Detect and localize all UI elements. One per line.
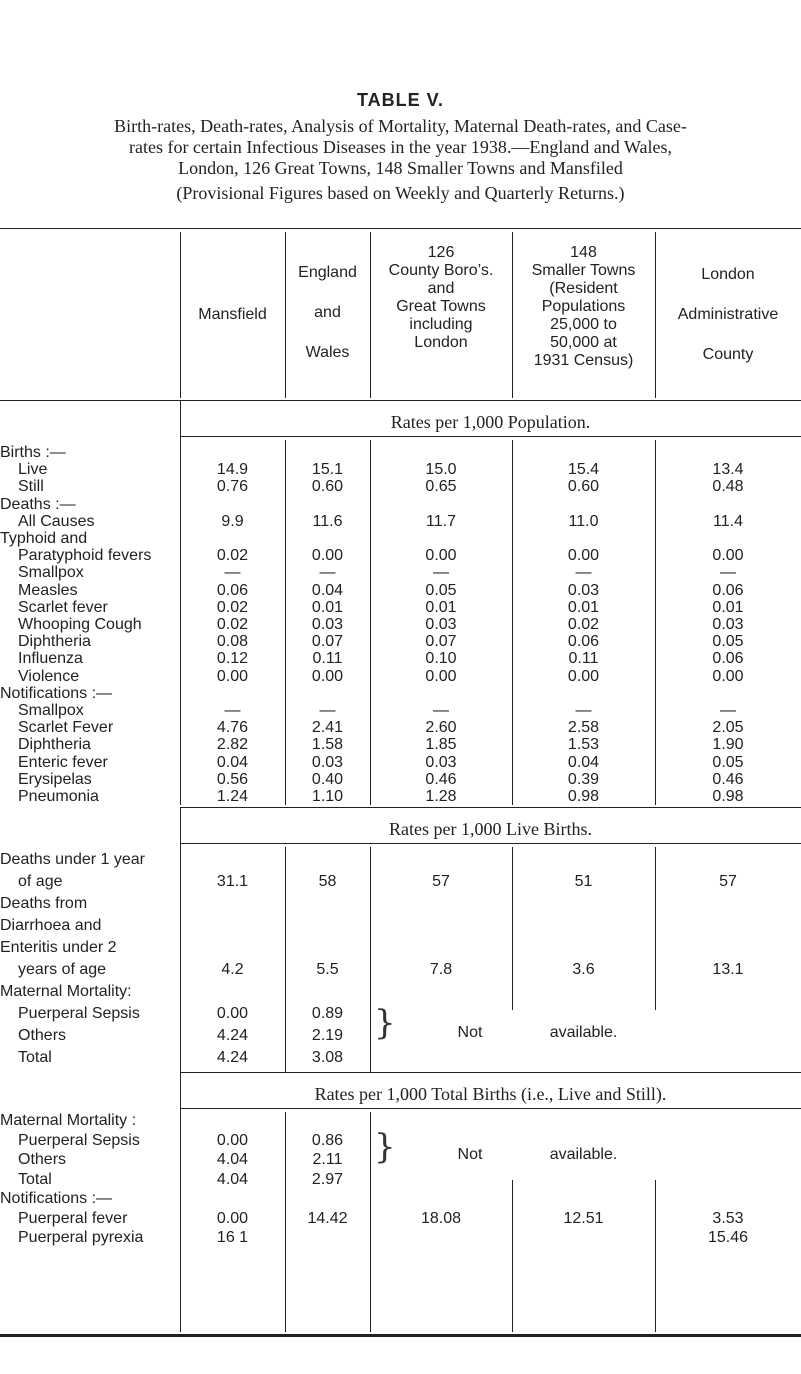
row-label: Scarlet Fever bbox=[18, 719, 114, 737]
table-cell: 0.89 bbox=[311, 1005, 344, 1022]
col-head-line: Populations bbox=[541, 298, 626, 315]
table-cell: 0.00 bbox=[712, 667, 744, 685]
table-cell: 11.0 bbox=[568, 512, 599, 530]
row-label: Total bbox=[18, 1170, 52, 1188]
table-cell: 0.86 bbox=[311, 1131, 344, 1149]
rule-top bbox=[0, 228, 801, 229]
table-cell: 0.00 bbox=[216, 667, 249, 685]
band-total-births bbox=[180, 1084, 801, 1105]
table-cell: 1.24 bbox=[216, 788, 249, 805]
band-live-births: Rates per 1,000 Live Births. bbox=[389, 819, 592, 839]
table-cell: 1.53 bbox=[567, 736, 600, 754]
table-cell: 3.53 bbox=[712, 1209, 744, 1227]
table-cell: 0.02 bbox=[567, 616, 600, 633]
table-cell: 1.58 bbox=[311, 736, 344, 754]
table-cell: 15.1 bbox=[311, 461, 344, 479]
col-head-line: 148 bbox=[570, 244, 597, 261]
col-head-mansfield bbox=[180, 306, 285, 324]
table-title: TABLE V. bbox=[356, 90, 444, 110]
table-cell: 1.10 bbox=[311, 788, 344, 805]
label-divider bbox=[180, 1072, 181, 1332]
table-cell: 0.48 bbox=[712, 478, 744, 496]
subtitle-line: Birth-rates, Death-rates, Analysis of Mortality, Maternal Death-rates, and Case- bbox=[114, 116, 687, 136]
table-cell: — bbox=[720, 702, 736, 719]
table-cell: 0.03 bbox=[311, 616, 344, 633]
col-head-line: 50,000 at bbox=[550, 334, 617, 351]
table-cell: 16 1 bbox=[216, 1229, 249, 1246]
row-label: Puerperal pyrexia bbox=[18, 1229, 144, 1246]
table-cell: — bbox=[575, 702, 592, 719]
table-cell: 0.05 bbox=[712, 633, 744, 651]
table-cell: 0.56 bbox=[216, 770, 249, 788]
table-cell: 0.06 bbox=[712, 581, 744, 599]
table-cell: 1.85 bbox=[425, 736, 457, 754]
table-cell: 13.1 bbox=[712, 961, 744, 978]
table-cell: 0.04 bbox=[567, 753, 600, 771]
not-label: Not bbox=[457, 1146, 483, 1163]
col-head-line: Smaller Towns bbox=[531, 262, 636, 279]
table-cell: 2.19 bbox=[311, 1027, 344, 1044]
table-cell: 0.07 bbox=[425, 633, 457, 651]
table-cell: 0.01 bbox=[425, 598, 457, 616]
table-cell: 2.41 bbox=[311, 719, 344, 737]
table-cell: — bbox=[720, 564, 736, 582]
table-cell: 0.01 bbox=[712, 598, 744, 616]
table-cell: 0.98 bbox=[712, 788, 744, 805]
available-label: available. bbox=[549, 1146, 618, 1163]
col-head-england bbox=[285, 264, 370, 362]
table-cell: 12.51 bbox=[563, 1209, 604, 1227]
band-population: Rates per 1,000 Population. bbox=[390, 412, 591, 432]
table-cell: 3.6 bbox=[572, 961, 595, 978]
table-cell: 18.08 bbox=[420, 1209, 462, 1227]
row-label: Violence bbox=[18, 667, 80, 685]
table-cell: — bbox=[224, 702, 241, 719]
row-label: Enteritis under 2 bbox=[0, 939, 117, 956]
row-label: Births :— bbox=[0, 444, 66, 461]
table-cell: 15.0 bbox=[425, 461, 457, 479]
row-label: Still bbox=[18, 478, 44, 496]
table-cell: 0.05 bbox=[425, 581, 457, 599]
table-cell: 0.03 bbox=[567, 581, 600, 599]
table-cell: 4.2 bbox=[221, 961, 244, 978]
row-label: Deaths from bbox=[0, 895, 88, 912]
table-cell: 0.03 bbox=[311, 753, 344, 771]
table-cell: 0.00 bbox=[216, 1131, 249, 1149]
row-label: of age bbox=[18, 873, 63, 890]
table-cell: 0.65 bbox=[425, 478, 457, 496]
table-note: (Provisional Figures based on Weekly and Quarterly Returns.) bbox=[176, 183, 625, 203]
table-cell: 4.76 bbox=[216, 719, 249, 737]
table-cell: 3.08 bbox=[311, 1049, 344, 1066]
table-cell: 2.82 bbox=[216, 736, 249, 754]
rule-section bbox=[180, 807, 801, 808]
table-cell: 0.04 bbox=[311, 581, 344, 599]
col-divider bbox=[655, 1180, 656, 1332]
col-head-line: London bbox=[701, 266, 755, 283]
col-head-line: Mansfield bbox=[198, 306, 267, 323]
row-label: Measles bbox=[18, 581, 78, 599]
col-head-smaller-towns bbox=[512, 244, 655, 370]
table-cell: 1.90 bbox=[712, 736, 744, 754]
row-label: Puerperal Sepsis bbox=[18, 1005, 140, 1022]
row-label: Others bbox=[18, 1151, 67, 1168]
table-cell: 0.00 bbox=[216, 1005, 249, 1022]
rule-band bbox=[180, 1108, 801, 1109]
table-cell: — bbox=[433, 702, 449, 719]
row-label: Diphtheria bbox=[18, 736, 91, 754]
table-cell: 14.9 bbox=[216, 461, 249, 479]
not-label: Not bbox=[457, 1024, 483, 1041]
table-cell: 0.11 bbox=[312, 650, 343, 668]
table-cell: 0.08 bbox=[216, 633, 249, 651]
table-cell: 2.11 bbox=[312, 1151, 343, 1168]
col-head-line: England bbox=[298, 264, 357, 281]
table-cell: 11.4 bbox=[713, 512, 743, 530]
table-cell: 0.10 bbox=[425, 650, 457, 668]
row-label: Diarrhoea and bbox=[0, 917, 102, 934]
table-cell: 0.05 bbox=[712, 753, 744, 771]
table-cell: 4.24 bbox=[216, 1049, 249, 1066]
table-cell: 0.60 bbox=[567, 478, 600, 496]
table-cell: 7.8 bbox=[429, 961, 453, 978]
table-cell: 0.06 bbox=[216, 581, 249, 599]
table-cell: 0.07 bbox=[311, 633, 344, 651]
col-head-line: Wales bbox=[305, 344, 350, 361]
table-cell: 2.60 bbox=[425, 719, 457, 737]
row-label: years of age bbox=[18, 961, 107, 978]
table-cell: 0.00 bbox=[567, 547, 600, 565]
table-cell: 0.00 bbox=[216, 1209, 249, 1227]
row-label: Influenza bbox=[18, 650, 83, 668]
col-head-line: 25,000 to bbox=[550, 316, 617, 333]
row-label: Deaths under 1 year bbox=[0, 851, 145, 868]
col-head-line: Administrative bbox=[677, 306, 779, 323]
row-label: Pneumonia bbox=[18, 788, 99, 805]
table-cell: 0.00 bbox=[311, 547, 344, 565]
subtitle-line: London, 126 Great Towns, 148 Smaller Towns and Mansfiled bbox=[178, 158, 623, 178]
rule-section bbox=[180, 1072, 801, 1073]
col-head-line: Great Towns bbox=[396, 298, 486, 315]
table-cell: 0.02 bbox=[216, 616, 249, 633]
row-label: Deaths :— bbox=[0, 495, 76, 513]
table-cell: 0.03 bbox=[425, 616, 457, 633]
row-label: Smallpox bbox=[18, 702, 84, 719]
table-cell: 0.04 bbox=[216, 753, 249, 771]
table-cell: 0.39 bbox=[567, 770, 600, 788]
col-divider bbox=[512, 1180, 513, 1332]
table-cell: 4.04 bbox=[216, 1151, 249, 1168]
table-cell: 0.06 bbox=[567, 633, 600, 651]
row-label: Maternal Mortality: bbox=[0, 983, 132, 1000]
col-head-line: 1931 Census) bbox=[533, 352, 634, 369]
table-cell: 13.4 bbox=[712, 461, 744, 479]
row-label: Notifications :— bbox=[0, 1190, 113, 1207]
table-cell: 0.40 bbox=[311, 770, 344, 788]
table-cell: 1.28 bbox=[425, 788, 457, 805]
col-head-line: County bbox=[702, 346, 754, 363]
table-cell: 0.06 bbox=[712, 650, 744, 668]
col-head-line: including bbox=[409, 316, 473, 333]
brace: } bbox=[374, 1003, 396, 1043]
table-cell: 0.00 bbox=[712, 547, 744, 565]
table-cell: 0.02 bbox=[216, 547, 249, 565]
col-head-line: London bbox=[414, 334, 468, 351]
col-head-line: 126 bbox=[427, 244, 455, 261]
table-cell: — bbox=[319, 564, 336, 582]
table-cell: 0.00 bbox=[567, 667, 600, 685]
band-total-births-text: Rates per 1,000 Total Births (i.e., Live and Still). bbox=[314, 1084, 667, 1104]
row-label: Total bbox=[18, 1049, 52, 1066]
col-head-line: and bbox=[314, 304, 341, 321]
brace: } bbox=[374, 1127, 396, 1167]
col-divider bbox=[512, 847, 513, 1010]
row-label: Enteric fever bbox=[18, 753, 108, 771]
table-cell: — bbox=[224, 564, 241, 582]
table-cell: 5.5 bbox=[316, 961, 339, 978]
table-cell: 0.46 bbox=[712, 770, 744, 788]
table-cell: 0.12 bbox=[216, 650, 249, 668]
row-label: Erysipelas bbox=[18, 770, 92, 788]
available-label: available. bbox=[549, 1024, 618, 1041]
table-cell: 4.04 bbox=[216, 1170, 249, 1188]
rule-band bbox=[180, 843, 801, 844]
table-cell: 57 bbox=[432, 873, 450, 890]
table-cell: 2.97 bbox=[311, 1170, 344, 1188]
table-cell: 2.05 bbox=[712, 719, 744, 737]
rule-band bbox=[180, 436, 801, 437]
row-label: Others bbox=[18, 1027, 67, 1044]
table-cell: 0.00 bbox=[311, 667, 344, 685]
row-label: Paratyphoid fevers bbox=[18, 547, 152, 565]
table-cell: 0.01 bbox=[567, 598, 600, 616]
table-cell: 0.02 bbox=[216, 598, 249, 616]
row-label: Live bbox=[18, 461, 48, 479]
table-cell: 0.01 bbox=[311, 598, 344, 616]
table-cell: 31.1 bbox=[216, 873, 249, 890]
row-label: Notifications :— bbox=[0, 684, 113, 702]
row-label: Whooping Cough bbox=[18, 616, 142, 633]
row-label: Diphtheria bbox=[18, 633, 91, 651]
col-divider bbox=[655, 847, 656, 1010]
subtitle-line: rates for certain Infectious Diseases in the year 1938.—England and Wales, bbox=[128, 137, 673, 157]
table-cell: 0.00 bbox=[425, 547, 457, 565]
row-label: Smallpox bbox=[18, 564, 84, 582]
table-cell: 4.24 bbox=[216, 1027, 249, 1044]
row-label: Scarlet fever bbox=[18, 598, 108, 616]
table-cell: 15.46 bbox=[707, 1229, 749, 1246]
table-cell: 11.7 bbox=[426, 512, 456, 530]
table-cell: 9.9 bbox=[221, 512, 244, 530]
rule-header-bottom bbox=[0, 400, 801, 401]
col-head-london bbox=[655, 266, 801, 364]
table-cell: 15.4 bbox=[567, 461, 600, 479]
table-cell: 0.60 bbox=[311, 478, 344, 496]
table-cell: 0.76 bbox=[216, 478, 249, 496]
table-cell: 58 bbox=[318, 873, 337, 890]
col-head-great-towns bbox=[370, 244, 512, 352]
table-cell: 11.6 bbox=[312, 512, 343, 530]
rule-bottom bbox=[0, 1334, 801, 1337]
col-head-line: (Resident bbox=[549, 280, 618, 297]
table-cell: — bbox=[433, 564, 449, 582]
table-cell: 51 bbox=[574, 873, 593, 890]
row-label: Puerperal fever bbox=[18, 1209, 128, 1227]
table-cell: 57 bbox=[719, 873, 737, 890]
table-cell: 0.98 bbox=[567, 788, 600, 805]
table-cell: 0.11 bbox=[568, 650, 599, 668]
row-label: Puerperal Sepsis bbox=[18, 1131, 140, 1149]
table-cell: 14.42 bbox=[307, 1209, 348, 1227]
row-label: Maternal Mortality : bbox=[0, 1112, 137, 1129]
row-label: All Causes bbox=[18, 512, 95, 530]
table-cell: 2.58 bbox=[567, 719, 600, 737]
table-cell: 0.46 bbox=[425, 770, 457, 788]
col-head-line: County Boro’s. bbox=[388, 262, 494, 279]
table-cell: 0.00 bbox=[425, 667, 457, 685]
table-cell: — bbox=[319, 702, 336, 719]
table-cell: 0.03 bbox=[425, 753, 457, 771]
table-cell: 0.03 bbox=[712, 616, 744, 633]
col-head-line: and bbox=[427, 280, 455, 297]
row-label: Typhoid and bbox=[0, 530, 88, 547]
table-cell: — bbox=[575, 564, 592, 582]
